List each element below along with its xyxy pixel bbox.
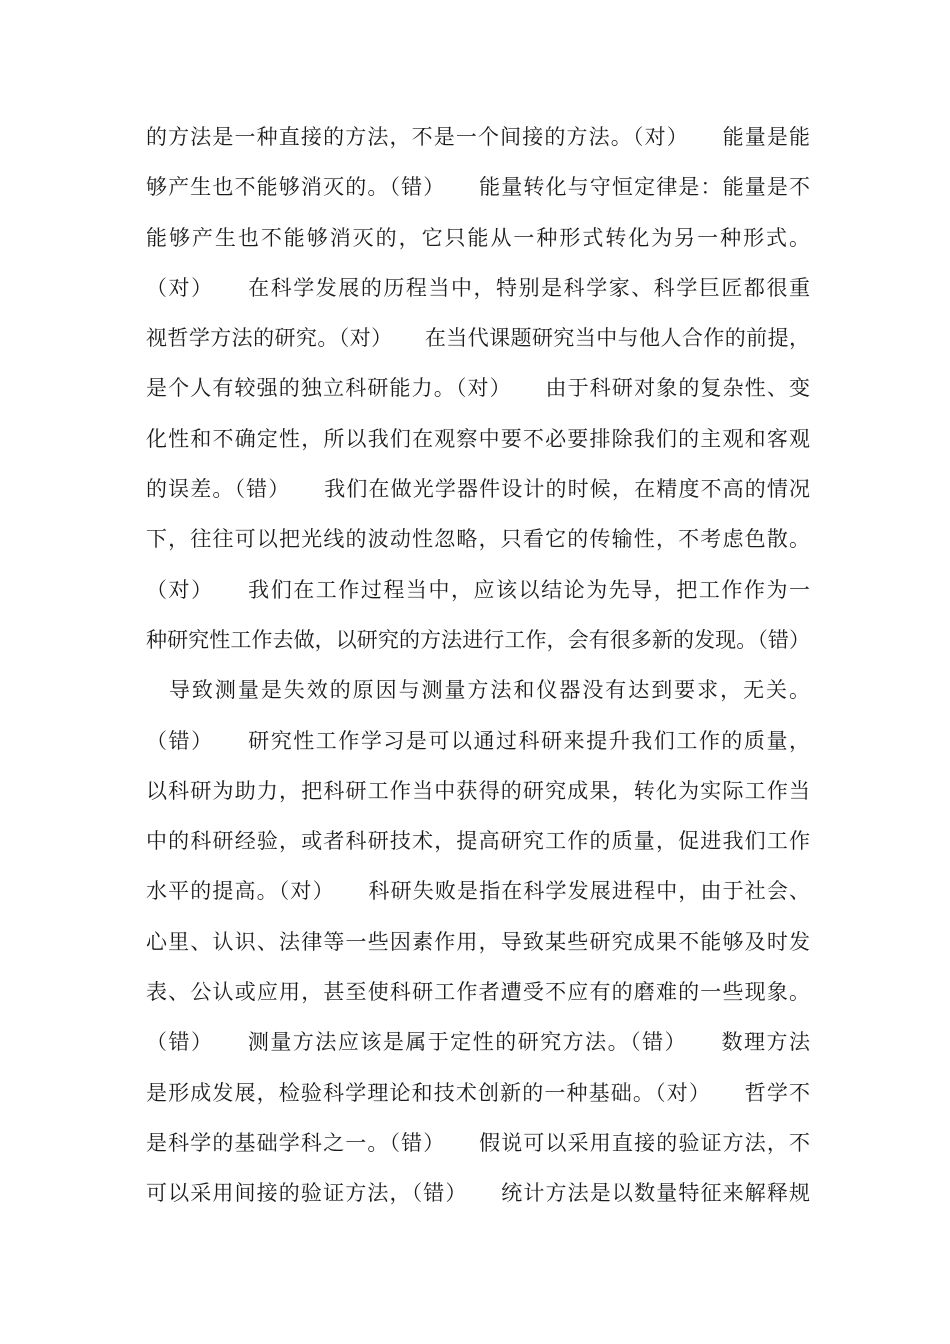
text-line: 的误差。（错） 我们在做光学器件设计的时候，在精度不高的情况 (146, 477, 810, 502)
text-line: 以科研为助力，把科研工作当中获得的研究成果，转化为实际工作当 (146, 778, 810, 803)
text-line: （错） 研究性工作学习是可以通过科研来提升我们工作的质量， (146, 728, 810, 753)
text-line: （错） 测量方法应该是属于定性的研究方法。（错） 数理方法 (146, 1030, 810, 1055)
text-line: 是形成发展，检验科学理论和技术创新的一种基础。（对） 哲学不 (146, 1080, 810, 1105)
text-line: 能够产生也不能够消灭的，它只能从一种形式转化为另一种形式。 (146, 225, 810, 250)
text-line: 化性和不确定性，所以我们在观察中要不必要排除我们的主观和客观 (146, 426, 810, 451)
text-line: 是个人有较强的独立科研能力。（对） 由于科研对象的复杂性、变 (146, 376, 810, 401)
text-line: 表、公认或应用，甚至使科研工作者遭受不应有的磨难的一些现象。 (146, 980, 810, 1005)
text-line: 是科学的基础学科之一。（错） 假说可以采用直接的验证方法，不 (146, 1130, 810, 1155)
text-line: 下，往往可以把光线的波动性忽略，只看它的传输性，不考虑色散。 (146, 527, 810, 552)
text-line: 心里、认识、法律等一些因素作用，导致某些研究成果不能够及时发 (146, 929, 810, 954)
text-line: （对） 我们在工作过程当中，应该以结论为先导，把工作作为一 (146, 577, 810, 602)
text-line: 的方法是一种直接的方法，不是一个间接的方法。（对） 能量是能 (146, 125, 810, 149)
text-line: （对） 在科学发展的历程当中，特别是科学家、科学巨匠都很重 (146, 275, 810, 300)
text-line: 种研究性工作去做，以研究的方法进行工作，会有很多新的发现。（错） (146, 627, 810, 652)
text-line: 视哲学方法的研究。（对） 在当代课题研究当中与他人合作的前提， (146, 326, 810, 351)
text-line: 够产生也不能够消灭的。（错） 能量转化与守恒定律是：能量是不 (146, 175, 810, 200)
text-line: 水平的提高。（对） 科研失败是指在科学发展进程中，由于社会、 (146, 879, 810, 904)
text-line: 可以采用间接的验证方法，（错） 统计方法是以数量特征来解释规 (146, 1181, 810, 1206)
text-line: 导致测量是失效的原因与测量方法和仪器没有达到要求，无关。 (146, 678, 810, 703)
text-line: 中的科研经验，或者科研技术，提高研究工作的质量，促进我们工作 (146, 829, 810, 854)
body-text (146, 112, 810, 1219)
